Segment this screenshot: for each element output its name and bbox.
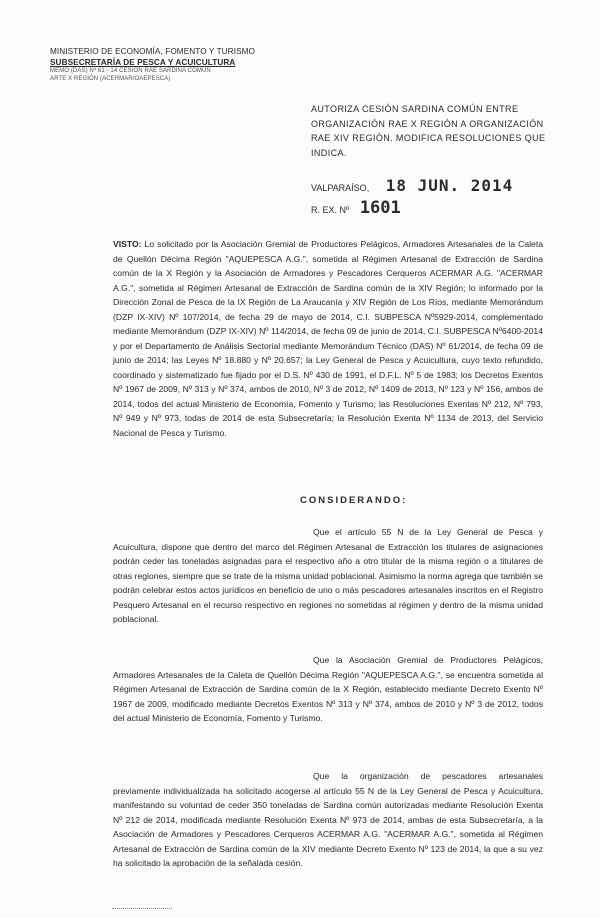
resolution-title: AUTORIZA CESIÓN SARDINA COMÚN ENTRE ORGANIZACIÓN RAE X REGIÓN A ORGANIZACIÓN RAE XIV REGIÓN. MODIFICA RESOLUCIONES QUE INDICA. [311, 104, 546, 158]
ministry-name: MINISTERIO DE ECONOMÍA, FOMENTO Y TURISMO [50, 47, 256, 56]
considerando-heading: CONSIDERANDO: [300, 495, 408, 506]
reference-line-2: ARTE X REGIÓN (ACERMAR/OAEPESCA) [50, 75, 171, 82]
footer-mark [112, 908, 172, 911]
visto-text: Lo solicitado por la Asociación Gremial de Productores Pelágicos, Armadores Artesanales de la Caleta de Quellón Décima Región "AQUEPESCA A.G.", sometida al Régimen Artesanal de Extracción de Sardina común de la X Región y la Asociación de Armadores y Pescadores Cerqueros ACERMAR A.G. "ACERMAR A.G.", sometida al Régimen Artesanal de Extracción de Sardina común de la XIV Región; lo informado por la Dirección Zonal de Pesca de la IX Región de La Araucanía y XIV Región de Los Ríos, mediante Memorándum (DZP IX-XIV) Nº 107/2014, de fecha 29 de mayo de 2014, C.I. SUBPESCA Nº5929-2014, complementado mediante Memorándum (DZP IX-XIV) Nº 114/2014, de fecha 09 de junio de 2014, C.I. SUBPESCA Nº6400-2014 y por el Departamento de Análisis Sectorial mediante Memorándum Técnico (DAS) Nº 61/2014, de fecha 09 de junio de 2014; las Leyes Nº 18.880 y Nº 20.657; la Ley General de Pesca y Acuicultura, cuyo texto refundido, coordinado y sistematizado fue fijado por el D.S. Nº 430 de 1991, el D.F.L. Nº 5 de 1983; los Decretos Exentos Nº 1967 de 2009, Nº 313 y Nº 374, ambos de 2010, Nº 3 de 2012, Nº 1409 de 2013, Nº 123 y Nº 156, ambos de 2014, todos del actual Ministerio de Economía, Fomento y Turismo; las Resoluciones Exentas Nº 212, Nº 793, Nº 949 y Nº 973, todas de 2014 de esta Subsecretaría; la Resolución Exenta Nº 1134 de 2013, del Servicio Nacional de Pesca y Turismo. [113, 239, 543, 438]
subsecretaria-name: SUBSECRETARÍA DE PESCA Y ACUICULTURA [50, 58, 236, 67]
resolution-date: 18 JUN. 2014 [385, 176, 514, 195]
resolution-number-line [311, 198, 401, 218]
considerando-paragraph-1: Que el artículo 55 N de la Ley General de Pesca y Acuicultura, dispone que dentro del marco del Régimen Artesanal de Extracción los titulares de asignaciones podrán ceder las toneladas asignadas para el respectivo año a otro titular de la misma región o a titulares de otras regiones, siempre que se trate de la misma unidad poblacional. Asimismo la norma agrega que también se podrán celebrar estos actos jurídicos en beneficio de uno o más pescadores artesanales inscritos en el Registro Pesquero Artesanal en el recurso respectivo en regiones no sometidas al régimen y dentro de la misma unidad poblacional. [113, 527, 543, 624]
rex-label: R. EX. Nº [311, 205, 350, 215]
rex-number: 1601 [359, 198, 401, 218]
place-date-line [311, 176, 513, 195]
visto-label: VISTO: [113, 239, 142, 249]
reference-line-1: MEMO (DAS) Nº 61 - 14 CESIÓN RAE SARDINA COMÚN [50, 68, 211, 74]
considerando-paragraph-3: Que la organización de pescadores artesanales previamente individualizada ha solicitado acogerse al artículo 55 N de la Ley General de Pesca y Acuicultura, manifestando su voluntad de ceder 350 toneladas de Sardina común autorizadas mediante Resolución Exenta Nº 212 de 2014, modificada mediante Resolución Exenta Nº 973 de 2014, ambas de esta Subsecretaría, a la Asociación de Armadores y Pescadores Cerqueros ACERMAR A.G. "ACERMAR A.G.", sometida al Régimen Artesanal de Extracción de Sardina común de la XIV mediante Decreto Exento Nº 123 de 2014, la que a su vez ha solicitado la aprobación de la señalada cesión. [113, 771, 543, 868]
letterhead [50, 46, 290, 83]
place: VALPARAÍSO, [311, 183, 370, 193]
visto-paragraph [113, 237, 543, 440]
considerando-paragraph-2: Que la Asociación Gremial de Productores Pelágicos, Armadores Artesanales de la Caleta de Quellón Décima Región "AQUEPESCA A.G.", se encuentra sometida al Régimen Artesanal de Extracción de Sardina común de la X Región, establecido mediante Decreto Exento Nº 1967 de 2009, modificado mediante Decretos Exentos Nº 313 y Nº 374, ambos de 2010 y Nº 3 de 2012, todos del actual Ministerio de Economía, Fomento y Turismo. [113, 655, 543, 723]
